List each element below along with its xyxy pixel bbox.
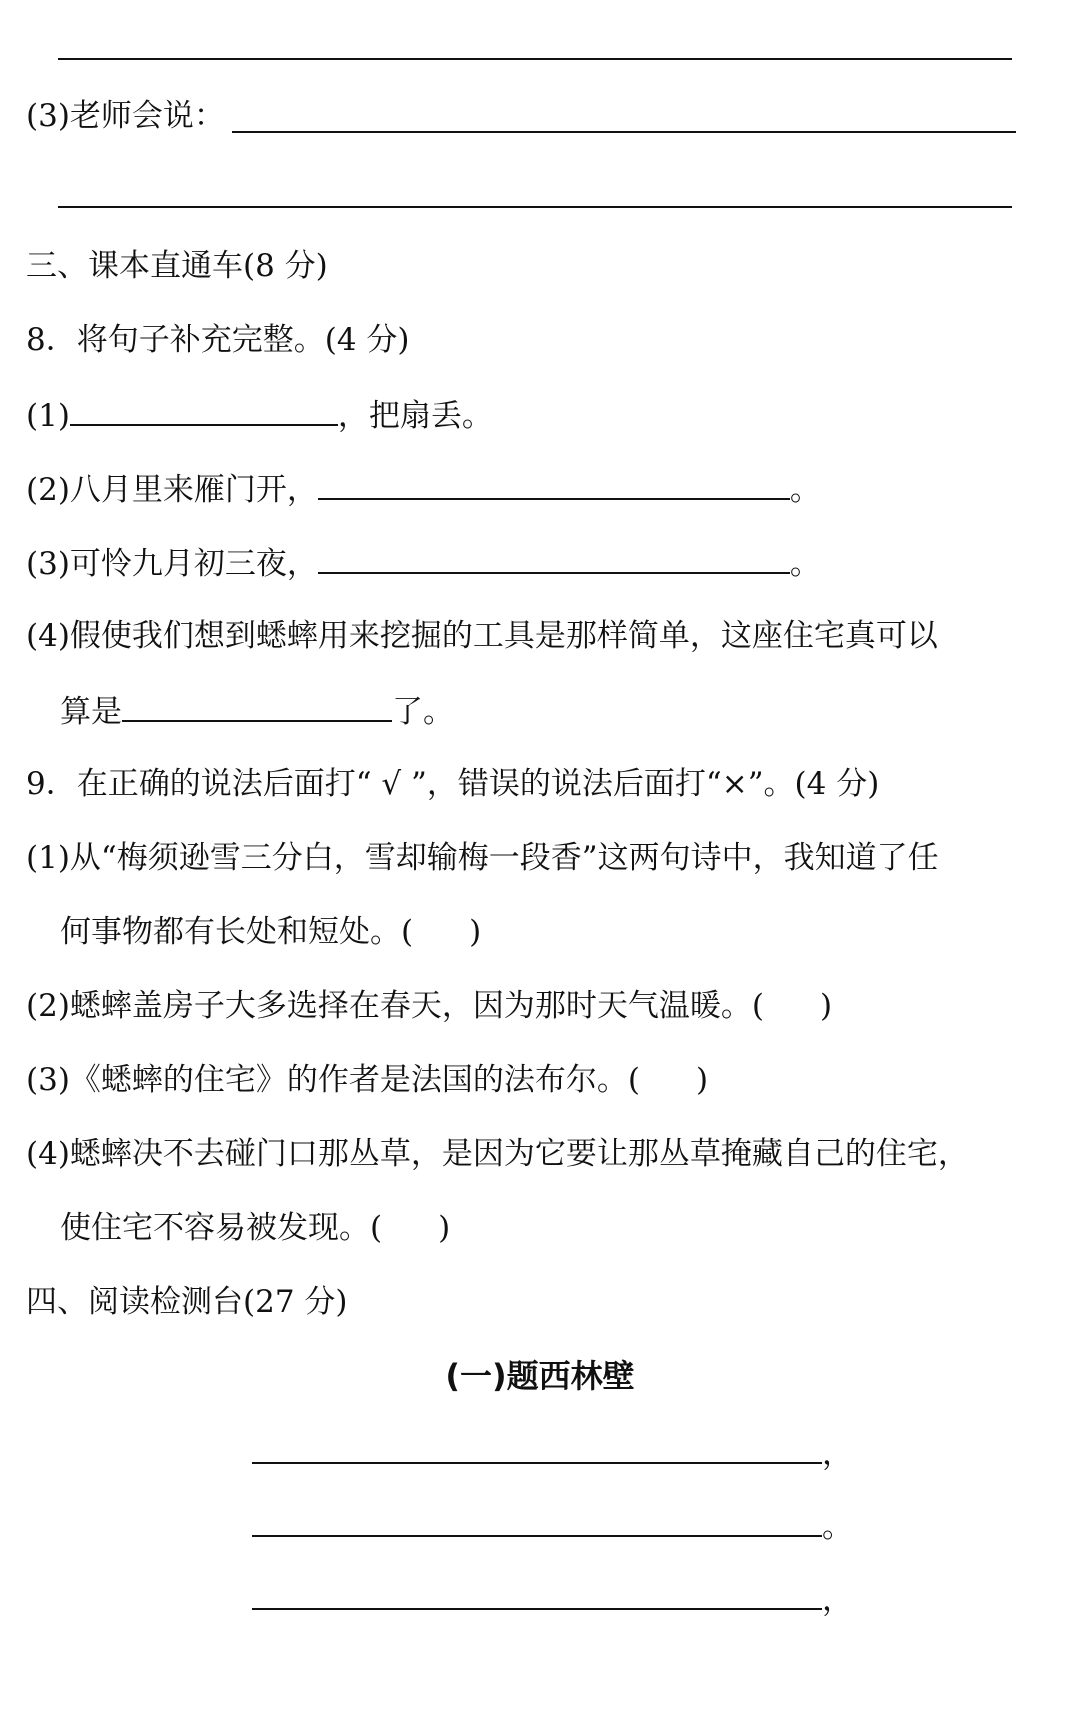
fill-blank[interactable] [70, 394, 338, 426]
paren-close: ) [438, 1210, 451, 1246]
q8-item2 [26, 468, 821, 510]
fill-blank[interactable] [252, 1505, 822, 1537]
poem-line-3-punct: ， [822, 1582, 853, 1618]
q7-item3 [26, 96, 225, 136]
answer-line[interactable] [58, 58, 1012, 60]
q8-item4-line2 [60, 690, 454, 732]
q8-item4-line1: (4)假使我们想到蟋蟀用来挖掘的工具是那样简单，这座住宅真可以 [26, 618, 938, 654]
poem-line-2-punct: 。 [822, 1509, 853, 1545]
q8-item3-prefix: (3)可怜九月初三夜， [26, 546, 318, 582]
q9-item2-text: (2)蟋蟀盖房子大多选择在春天，因为那时天气温暖。( [26, 988, 765, 1024]
q9-item3-text: (3)《蟋蟀的住宅》的作者是法国的法布尔。( [26, 1062, 641, 1098]
q8-item2-suffix: 。 [789, 472, 821, 508]
q8-item1-suffix: ，把扇丢。 [337, 398, 493, 434]
q8-item1-prefix: (1) [26, 398, 70, 434]
q8-item3-suffix: 。 [789, 546, 821, 582]
poem-line-3 [252, 1578, 853, 1620]
section3-heading: 三、课本直通车(8 分) [26, 248, 328, 284]
section4-heading: 四、阅读检测台(27 分) [26, 1284, 348, 1320]
q9-item1-line1: (1)从“梅须逊雪三分白，雪却输梅一段香”这两句诗中，我知道了任 [26, 840, 939, 876]
q8-item1 [26, 394, 493, 436]
q8-heading: 8．将句子补充完整。(4 分) [26, 322, 410, 358]
q8-item2-prefix: (2)八月里来雁门开， [26, 472, 318, 508]
q7-item3-label: (3)老师会说： [26, 98, 225, 134]
paren-close: ) [469, 914, 482, 950]
q8-item3 [26, 542, 821, 584]
q8-item4-prefix: 算是 [60, 694, 122, 730]
answer-line[interactable] [232, 131, 1016, 133]
fill-blank[interactable] [252, 1432, 822, 1464]
answer-line[interactable] [58, 206, 1012, 208]
fill-blank[interactable] [318, 542, 790, 574]
paren-close: ) [696, 1062, 709, 1098]
paren-close: ) [820, 988, 833, 1024]
fill-blank[interactable] [318, 468, 790, 500]
q8-item4-suffix: 了。 [392, 694, 454, 730]
poem-line-2 [252, 1505, 853, 1547]
q9-item3 [26, 1060, 708, 1100]
poem-line-1-punct: ， [822, 1436, 853, 1472]
passage-title: (一)题西林壁 [445, 1357, 635, 1395]
q9-item4-text: 使住宅不容易被发现。( [60, 1210, 383, 1246]
q9-item1-line2 [60, 912, 481, 952]
fill-blank[interactable] [252, 1578, 822, 1610]
poem-line-1 [252, 1432, 853, 1474]
q9-item2 [26, 986, 832, 1026]
fill-blank[interactable] [122, 690, 392, 722]
q9-item4-line1: (4)蟋蟀决不去碰门口那丛草，是因为它要让那丛草掩藏自己的住宅， [26, 1136, 969, 1172]
q9-heading: 9．在正确的说法后面打“ √ ”，错误的说法后面打“×”。(4 分) [26, 766, 880, 802]
q9-item4-line2 [60, 1208, 450, 1248]
q9-item1-text: 何事物都有长处和短处。( [60, 914, 414, 950]
